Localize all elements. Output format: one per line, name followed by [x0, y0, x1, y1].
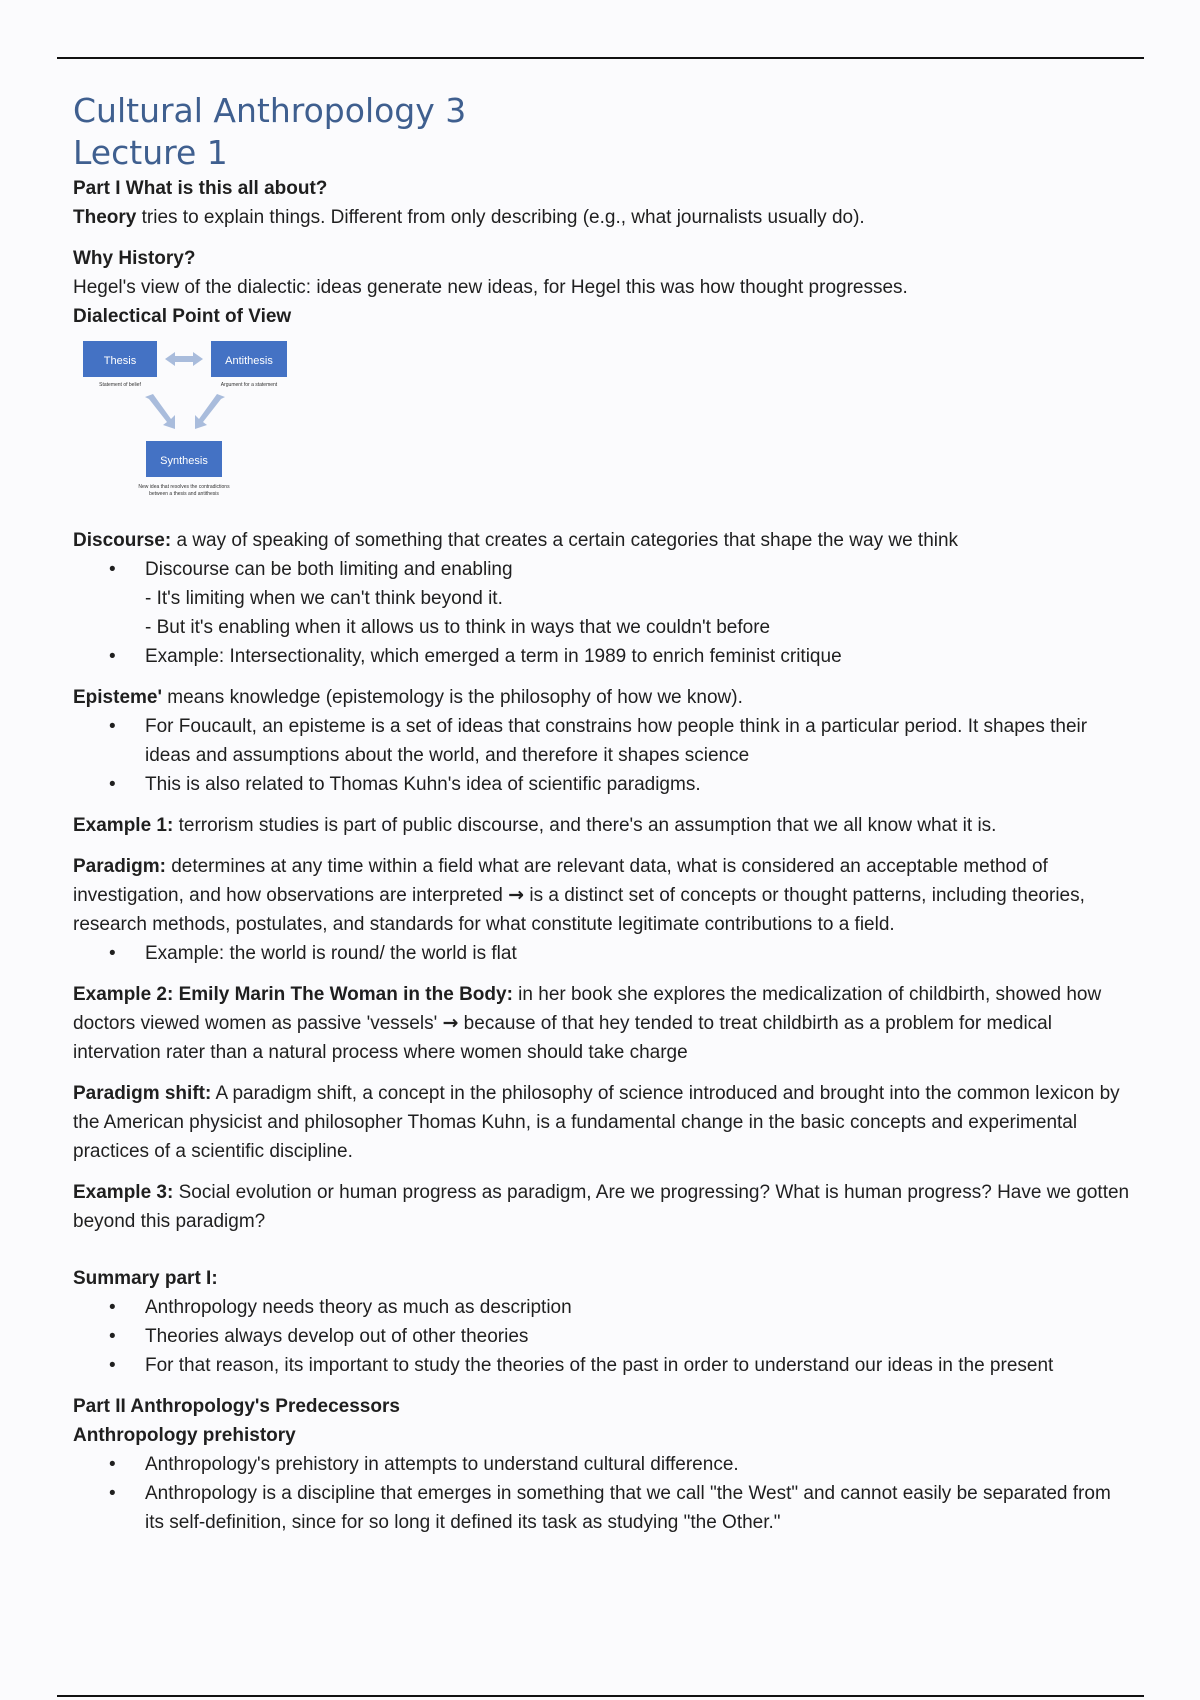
bottom-rule	[57, 1695, 1144, 1697]
list-item: • Example: the world is round/ the world is flat	[145, 939, 1133, 968]
top-rule	[57, 57, 1144, 59]
document-page	[73, 90, 1133, 1537]
episteme-list	[73, 712, 1133, 799]
thesis-antithesis-arrow	[165, 352, 203, 366]
prehistory-list	[73, 1450, 1133, 1537]
paradigm-text-b: is a distinct set of concepts or thought patterns, including theories, research methods, postulates, and standards for what constitute legitimate contributions to a field.	[73, 885, 1085, 935]
part1-heading: Part I What is this all about?	[73, 178, 328, 199]
prehistory-heading: Anthropology prehistory	[73, 1425, 296, 1446]
discourse-subpoint: - It's limiting when we can't think beyond it.	[145, 588, 503, 609]
dialectic-diagram	[73, 337, 293, 512]
dialectical-heading: Dialectical Point of View	[73, 306, 292, 327]
example2-text-a: in her book she explores the medicalization of childbirth, showed how doctors viewed women as passive 'vessels'	[73, 984, 1102, 1034]
synthesis-caption-line1: New idea that resolves the contradictions	[138, 484, 230, 490]
episteme-paragraph	[73, 683, 1133, 712]
paradigm-shift-term: Paradigm shift:	[73, 1083, 212, 1104]
list-item: • Anthropology's prehistory in attempts to understand cultural difference.	[145, 1450, 1133, 1479]
list-item: • For that reason, its important to study the theories of the past in order to understand our ideas in the present	[145, 1351, 1133, 1380]
list-item: • Discourse can be both limiting and enabling	[145, 555, 1133, 584]
document-subtitle: Lecture 1	[73, 133, 228, 172]
discourse-text: a way of speaking of something that creates a certain categories that shape the way we think	[171, 530, 959, 551]
summary-heading: Summary part I:	[73, 1268, 218, 1289]
synthesis-label: Synthesis	[160, 455, 208, 467]
thesis-caption: Statement of belief	[99, 382, 141, 388]
document-title: Cultural Anthropology 3	[73, 91, 467, 130]
list-item: • Theories always develop out of other theories	[145, 1322, 1133, 1351]
theory-paragraph	[73, 203, 1133, 232]
thesis-label: Thesis	[103, 355, 137, 367]
example2-text-b: because of that hey tended to treat childbirth as a problem for medical intervation rater than a natural process where women should take charge	[73, 1013, 1052, 1063]
list-item: • Anthropology is a discipline that emerges in something that we call "the West" and cannot easily be separated from its self-definition, since for so long it defined its task as studying "the Other."	[145, 1479, 1133, 1537]
right-arrow-icon: →	[442, 1012, 459, 1034]
episteme-term: Episteme'	[73, 687, 162, 708]
example1-text: terrorism studies is part of public discourse, and there's an assumption that we all know what it is.	[173, 815, 997, 836]
example3-text: Social evolution or human progress as paradigm, Are we progressing? What is human progress? Have we gotten beyond this paradigm?	[73, 1182, 1130, 1232]
paradigm-list	[73, 939, 1133, 968]
example2-paragraph	[73, 980, 1133, 1067]
discourse-paragraph	[73, 526, 1133, 555]
list-item: • Example: Intersectionality, which emerged a term in 1989 to enrich feminist critique	[145, 642, 1133, 671]
list-item: • For Foucault, an episteme is a set of ideas that constrains how people think in a particular period. It shapes their ideas and assumptions about the world, and therefore it shapes science	[145, 712, 1133, 770]
discourse-subpoint: - But it's enabling when it allows us to think in ways that we couldn't before	[145, 617, 771, 638]
thesis-synthesis-arrow	[145, 394, 175, 429]
right-arrow-icon: →	[508, 884, 525, 906]
theory-term: Theory	[73, 207, 137, 228]
episteme-text: means knowledge (epistemology is the philosophy of how we know).	[162, 687, 743, 708]
synthesis-caption-line2: between a thesis and antithesis	[149, 491, 219, 497]
paradigm-paragraph	[73, 852, 1133, 939]
discourse-term: Discourse:	[73, 530, 172, 551]
part2-heading: Part II Anthropology's Predecessors	[73, 1396, 400, 1417]
antithesis-caption: Argument for a statement	[220, 382, 278, 388]
example1-paragraph	[73, 811, 1133, 840]
antithesis-synthesis-arrow	[195, 394, 225, 429]
list-item: • This is also related to Thomas Kuhn's idea of scientific paradigms.	[145, 770, 1133, 799]
example3-paragraph	[73, 1178, 1133, 1236]
discourse-list	[73, 555, 1133, 584]
paradigm-term: Paradigm:	[73, 856, 166, 877]
paradigm-shift-text: A paradigm shift, a concept in the philosophy of science introduced and brought into the common lexicon by the American physicist and philosopher Thomas Kuhn, is a fundamental change in the basic concepts and experimental practices of a scientific discipline.	[73, 1083, 1120, 1162]
example2-term: Example 2: Emily Marin The Woman in the Body:	[73, 984, 513, 1005]
example3-term: Example 3:	[73, 1182, 174, 1203]
theory-text: tries to explain things. Different from only describing (e.g., what journalists usually do).	[136, 207, 865, 228]
why-history-heading: Why History?	[73, 248, 196, 269]
paradigm-text-a: determines at any time within a field what are relevant data, what is considered an acceptable method of investigation, and how observations are interpreted	[73, 856, 1048, 906]
discourse-list-2	[73, 642, 1133, 671]
example1-term: Example 1:	[73, 815, 174, 836]
list-item: • Anthropology needs theory as much as description	[145, 1293, 1133, 1322]
paradigm-shift-paragraph	[73, 1079, 1133, 1166]
hegel-paragraph: Hegel's view of the dialectic: ideas generate new ideas, for Hegel this was how thought progresses.	[73, 277, 908, 298]
antithesis-label: Antithesis	[225, 355, 273, 367]
summary-list	[73, 1293, 1133, 1380]
